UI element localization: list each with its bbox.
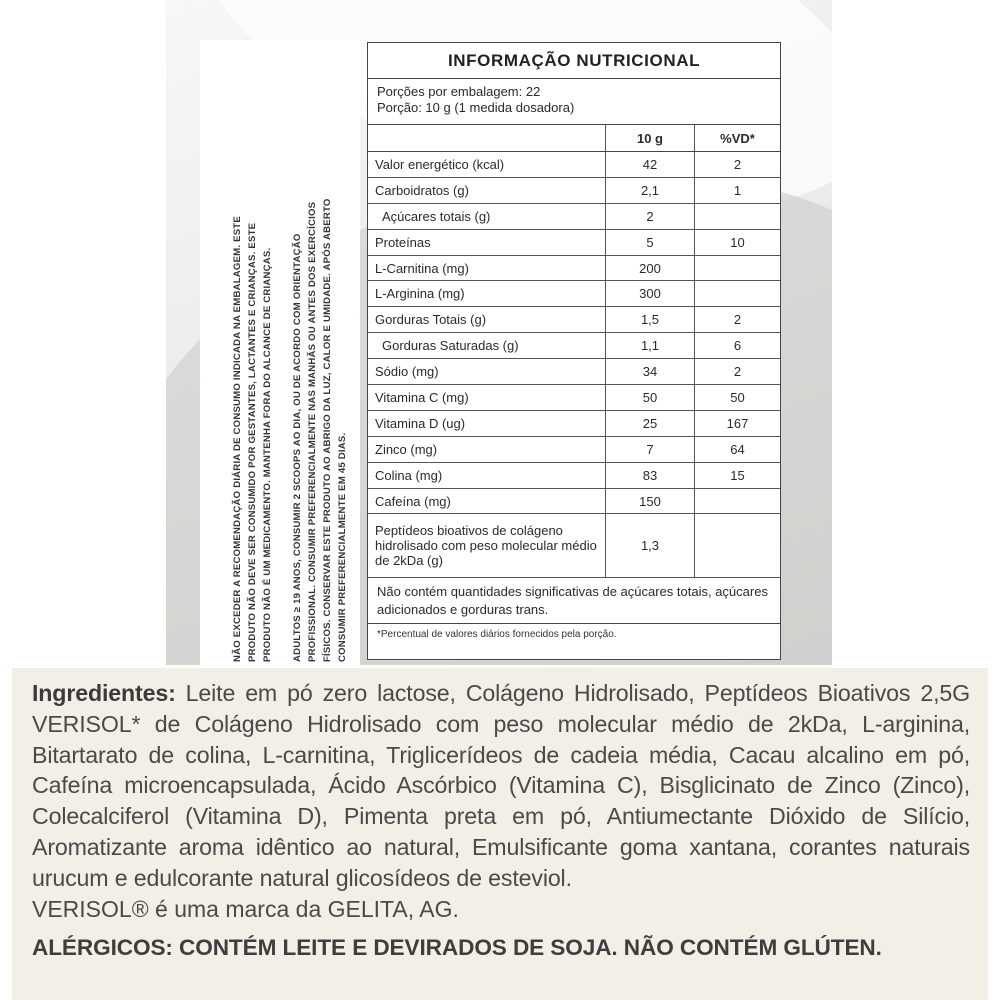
- nutrient-name: Gorduras Totais (g): [368, 307, 606, 332]
- ingredients-panel: [12, 668, 988, 1000]
- nutrient-vd: [695, 204, 780, 229]
- nutrient-amount: 83: [606, 463, 695, 488]
- warning-line: FÍSICOS. CONSERVAR ESTE PRODUTO AO ABRIGO DA LUZ, CALOR E UMIDADE. APÓS ABERTO: [322, 198, 333, 662]
- servings-per-package: Porções por embalagem: 22: [377, 84, 541, 99]
- nutrient-name: Peptídeos bioativos de colágeno hidrolisado com peso molecular médio de 2kDa (g): [368, 514, 606, 577]
- nutrient-vd: 10: [730, 234, 745, 250]
- nutrient-vd: [695, 489, 780, 514]
- nutrient-amount: 25: [606, 411, 695, 436]
- nutrient-vd: 2: [733, 156, 742, 172]
- table-row: [368, 437, 780, 463]
- nutrient-vd: 2: [733, 364, 742, 380]
- portion-info: [368, 79, 780, 125]
- table-row: [368, 204, 780, 230]
- nutrient-amount: 42: [606, 152, 695, 177]
- header-amount: 10 g: [606, 125, 695, 151]
- table-row: [368, 489, 780, 515]
- nutrient-name: Proteínas: [368, 230, 606, 255]
- nutrient-name: Vitamina C (mg): [368, 385, 606, 410]
- nutrient-amount: 1,1: [606, 333, 695, 358]
- nutrient-name: Açúcares totais (g): [368, 204, 606, 229]
- nutrition-footnote: *Percentual de valores diários fornecidos pela porção.: [377, 629, 617, 641]
- nutrient-vd: 6: [733, 338, 742, 354]
- portion-size: Porção: 10 g (1 medida dosadora): [377, 100, 575, 115]
- nutrient-vd: 50: [730, 389, 745, 405]
- nutrient-name: Cafeína (mg): [368, 489, 606, 514]
- nutrient-vd: 167: [726, 415, 749, 431]
- warning-line: PRODUTO NÃO DEVE SER CONSUMIDO POR GESTANTES, LACTANTES E CRIANÇAS. ESTE: [247, 222, 258, 662]
- nutrient-amount: 2: [606, 204, 695, 229]
- table-row: [368, 463, 780, 489]
- nutrient-amount: 1,5: [606, 307, 695, 332]
- nutrient-name: Valor energético (kcal): [368, 152, 606, 177]
- nutrient-vd: 64: [730, 441, 745, 457]
- nutrient-name: Vitamina D (ug): [368, 411, 606, 436]
- nutrition-title: INFORMAÇÃO NUTRICIONAL: [368, 43, 780, 79]
- nutrient-amount: 7: [606, 437, 695, 462]
- nutrient-amount: 5: [606, 230, 695, 255]
- nutrient-vd: [695, 514, 780, 577]
- nutrient-vd: 2: [733, 312, 742, 328]
- warning-line: PRODUTO NÃO É UM MEDICAMENTO. MANTENHA FORA DO ALCANCE DE CRIANÇAS.: [262, 247, 273, 662]
- verisol-trademark: VERISOL® é uma marca da GELITA, AG.: [32, 895, 459, 922]
- nutrient-vd: [695, 256, 780, 281]
- table-header-row: [368, 125, 780, 152]
- nutrient-amount: 200: [606, 256, 695, 281]
- nutrition-note: Não contém quantidades significativas de açúcares totais, açúcares adicionados e gorduras trans.: [368, 578, 780, 624]
- nutrient-vd: 15: [730, 467, 745, 483]
- table-row: [368, 256, 780, 282]
- nutrition-table: [367, 42, 781, 660]
- table-row: [368, 411, 780, 437]
- warning-line: NÃO EXCEDER A RECOMENDAÇÃO DIÁRIA DE CONSUMO INDICADA NA EMBALAGEM. ESTE: [232, 216, 243, 662]
- warning-line: PROFISSIONAL. CONSUMIR PREFERENCIALMENTE NAS MANHÃS OU ANTES DOS EXERCÍCIOS: [307, 201, 318, 662]
- table-row: [368, 385, 780, 411]
- nutrient-amount: 34: [606, 359, 695, 384]
- nutrient-vd: [695, 281, 780, 306]
- table-row: [368, 230, 780, 256]
- nutrient-name: L-Arginina (mg): [368, 281, 606, 306]
- ingredients-label: Ingredientes:: [32, 680, 176, 706]
- nutrient-amount: 1,3: [606, 514, 695, 577]
- warning-usage: [290, 42, 350, 662]
- table-row: [368, 281, 780, 307]
- nutrient-name: Zinco (mg): [368, 437, 606, 462]
- nutrient-name: Gorduras Saturadas (g): [368, 333, 606, 358]
- ingredients-text: Leite em pó zero lactose, Colágeno Hidrolisado, Peptídeos Bioativos 2,5G VERISOL* de Colágeno Hidrolisado com peso molecular médio de 2kDa, L-arginina, Bitartarato de colina, L-carnitina, Triglicerídeos de cadeia média, Cacau alcalino em pó, Cafeína microencapsulada, Ácido Ascórbico (Vitamina C), Bisglicinato de Zinco (Zinco), Colecalciferol (Vitamina D), Pimenta preta em pó, Antiumectante Dióxido de Silício, Aromatizante aroma idêntico ao natural, Emulsificante goma xantana, corantes naturais urucum e edulcorante natural glicosídeos de esteviol.: [32, 680, 971, 891]
- table-row-peptides: [368, 514, 780, 578]
- warning-line: ADULTOS ≥ 19 ANOS, CONSUMIR 2 SCOOPS AO DIA, OU DE ACORDO COM ORIENTAÇÃO: [292, 233, 303, 662]
- ingredients-paragraph: [32, 678, 970, 894]
- allergens-statement: ALÉRGICOS: CONTÉM LEITE E DEVIRADOS DE SOJA. NÃO CONTÉM GLÚTEN.: [32, 934, 882, 960]
- nutrient-amount: 50: [606, 385, 695, 410]
- table-row: [368, 359, 780, 385]
- nutrient-name: L-Carnitina (mg): [368, 256, 606, 281]
- header-empty: [368, 125, 606, 151]
- warning-consumption: [230, 42, 275, 662]
- table-row: [368, 307, 780, 333]
- table-row: [368, 333, 780, 359]
- nutrient-name: Colina (mg): [368, 463, 606, 488]
- warning-line: CONSUMIR PREFERENCIALMENTE EM 45 DIAS.: [337, 432, 348, 662]
- header-vd: %VD*: [720, 130, 755, 146]
- nutrient-name: Sódio (mg): [368, 359, 606, 384]
- table-row: [368, 152, 780, 178]
- nutrient-amount: 300: [606, 281, 695, 306]
- nutrient-amount: 150: [606, 489, 695, 514]
- nutrient-name: Carboidratos (g): [368, 178, 606, 203]
- nutrient-vd: 1: [733, 182, 742, 198]
- table-row: [368, 178, 780, 204]
- nutrient-amount: 2,1: [606, 178, 695, 203]
